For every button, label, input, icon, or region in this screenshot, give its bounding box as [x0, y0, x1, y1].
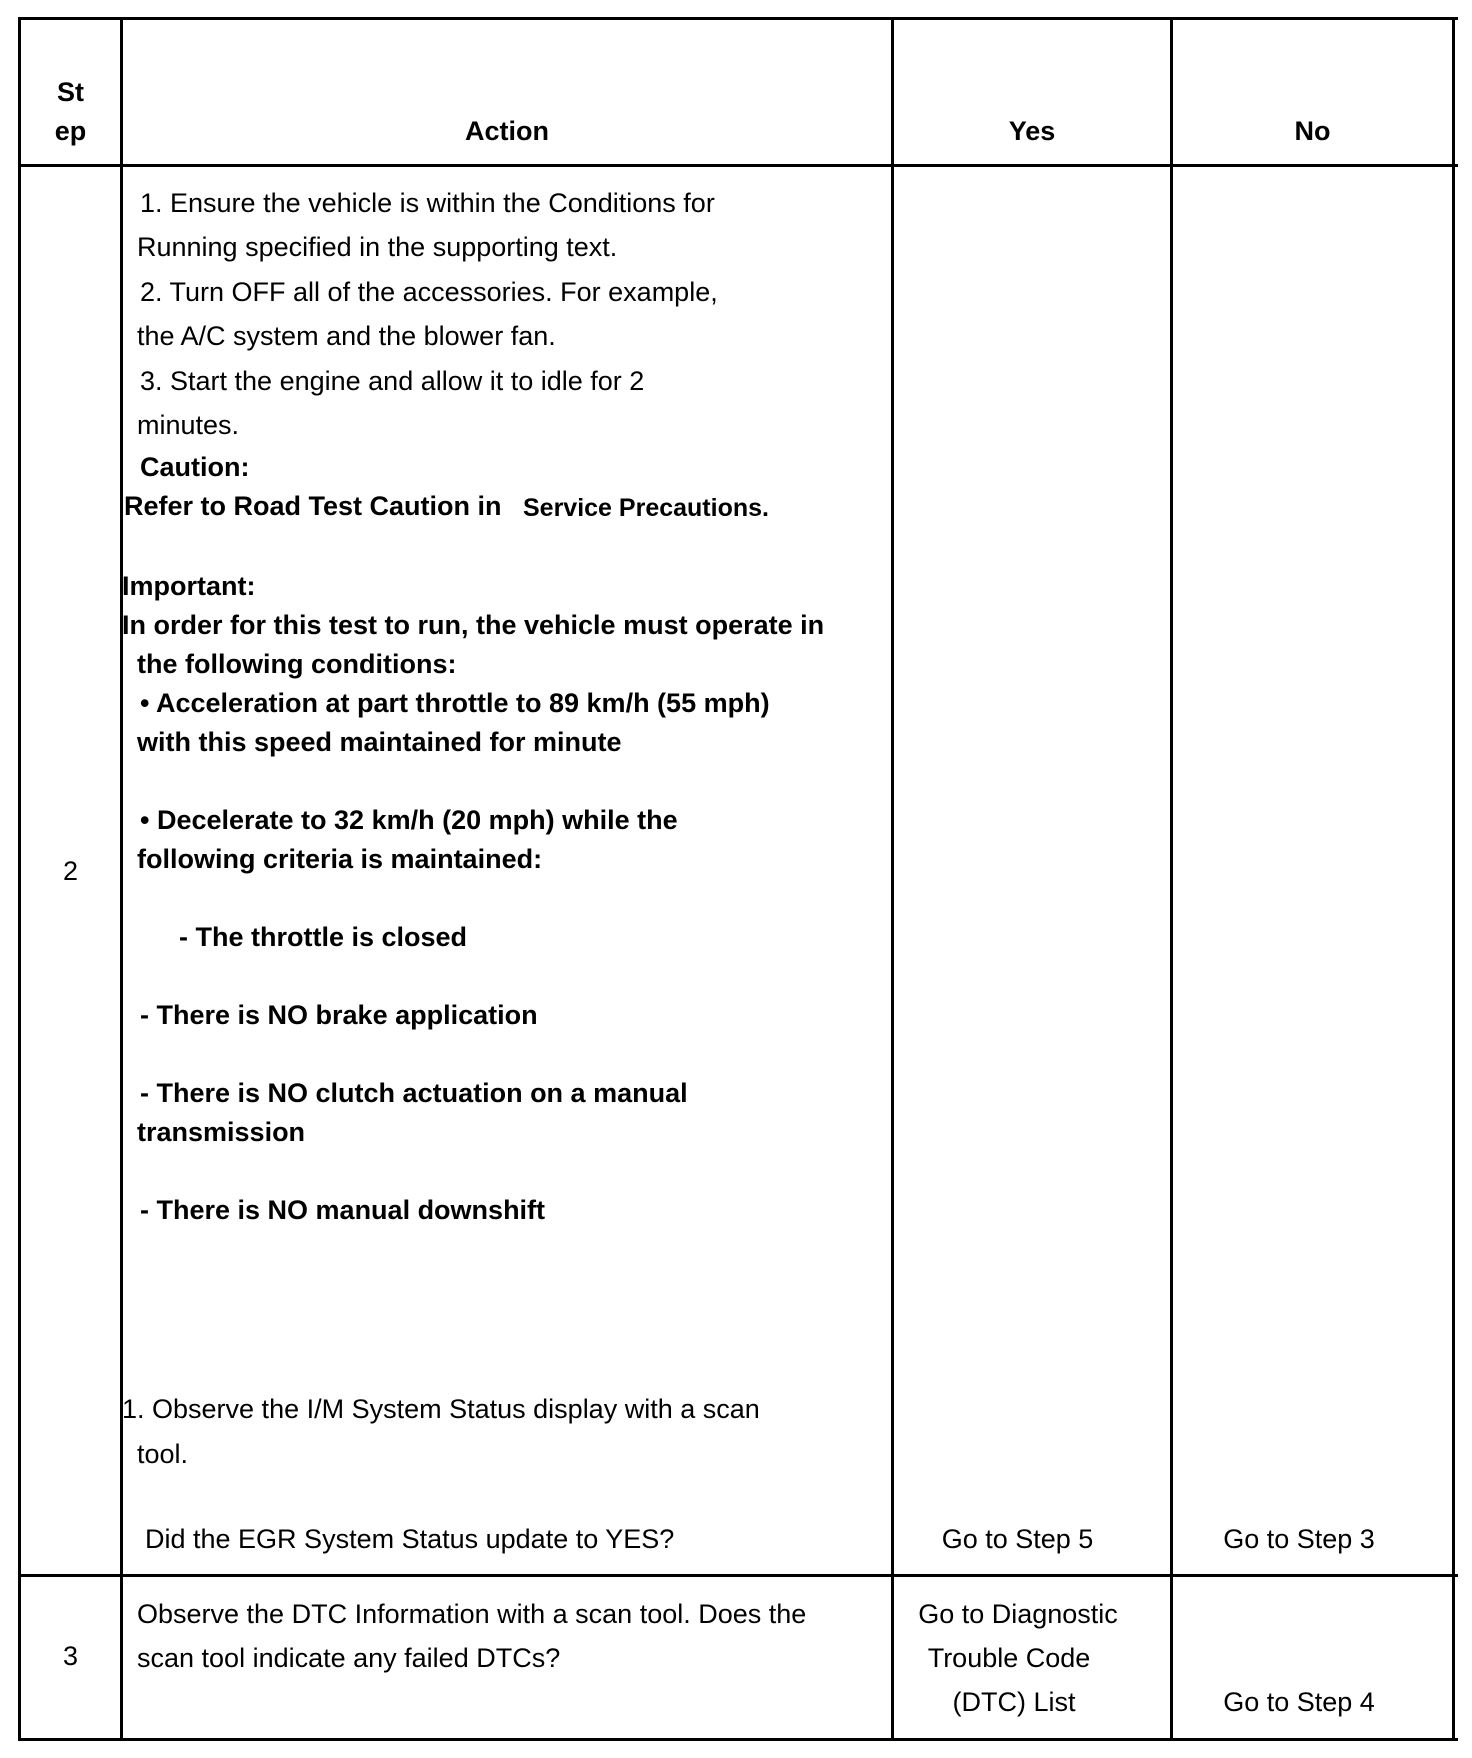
row2-line-5: 3. Start the engine and allow it to idle for 2: [140, 366, 645, 396]
important-line-6: following criteria is maintained:: [137, 844, 543, 874]
col-divider-action: [891, 17, 894, 1741]
row2-line-3: 2. Turn OFF all of the accessories. For example,: [140, 277, 718, 307]
important-line-2: the following conditions:: [137, 649, 457, 679]
caution-text-b: Service Precautions.: [523, 494, 769, 522]
row-divider: [18, 1574, 1458, 1577]
header-step-line2: ep: [54, 116, 87, 146]
important-line-5: • Decelerate to 32 km/h (20 mph) while the: [140, 805, 678, 835]
row3-yes-line-3: (DTC) List: [952, 1687, 1076, 1717]
important-line-4: with this speed maintained for minute: [137, 727, 622, 757]
caution-title: Caution:: [140, 452, 250, 482]
header-action: Action: [465, 116, 549, 146]
row2-line-2: Running specified in the supporting text.: [137, 232, 618, 262]
header-step: [21, 77, 120, 147]
observe-line-2: tool.: [137, 1439, 189, 1469]
header-yes: Yes: [1008, 116, 1056, 146]
row3-yes-line-2: Trouble Code: [927, 1643, 1091, 1673]
row3-no: Go to Step 4: [1223, 1687, 1375, 1717]
row2-no: Go to Step 3: [1223, 1524, 1375, 1554]
header-divider: [18, 164, 1458, 167]
observe-line-1: 1. Observe the I/M System Status display with a scan: [122, 1394, 760, 1424]
header-no: No: [1294, 116, 1331, 146]
row2-question: Did the EGR System Status update to YES?: [145, 1524, 675, 1554]
row2-line-4: the A/C system and the blower fan.: [137, 321, 556, 351]
col-divider-yes: [1170, 17, 1173, 1741]
important-title: Important:: [122, 571, 256, 601]
row2-step: 2: [62, 856, 79, 886]
row2-line-6: minutes.: [137, 410, 240, 440]
row3-action-line-1: Observe the DTC Information with a scan tool. Does the: [137, 1599, 807, 1629]
important-line-3: • Acceleration at part throttle to 89 km/h (55 mph): [140, 688, 770, 718]
important-line-10: transmission: [137, 1117, 306, 1147]
important-line-8: - There is NO brake application: [140, 1000, 538, 1030]
col-divider-step: [120, 17, 123, 1741]
caution-text-a: Refer to Road Test Caution in: [124, 491, 502, 521]
table-border-bottom: [18, 1738, 1458, 1741]
row3-yes-line-1: Go to Diagnostic: [918, 1599, 1118, 1629]
important-line-7: - The throttle is closed: [179, 922, 468, 952]
important-line-9: - There is NO clutch actuation on a manual: [140, 1078, 688, 1108]
row2-line-1: 1. Ensure the vehicle is within the Conditions for: [140, 188, 715, 218]
row3-step: 3: [62, 1641, 79, 1671]
header-step-line1: St: [57, 77, 84, 107]
table-border-top: [18, 17, 1458, 20]
col-border-right: [1452, 17, 1455, 1741]
important-line-11: - There is NO manual downshift: [140, 1195, 546, 1225]
row2-yes: Go to Step 5: [941, 1524, 1094, 1554]
important-line-1: In order for this test to run, the vehicle must operate in: [122, 610, 825, 640]
row3-action-line-2: scan tool indicate any failed DTCs?: [137, 1643, 561, 1673]
